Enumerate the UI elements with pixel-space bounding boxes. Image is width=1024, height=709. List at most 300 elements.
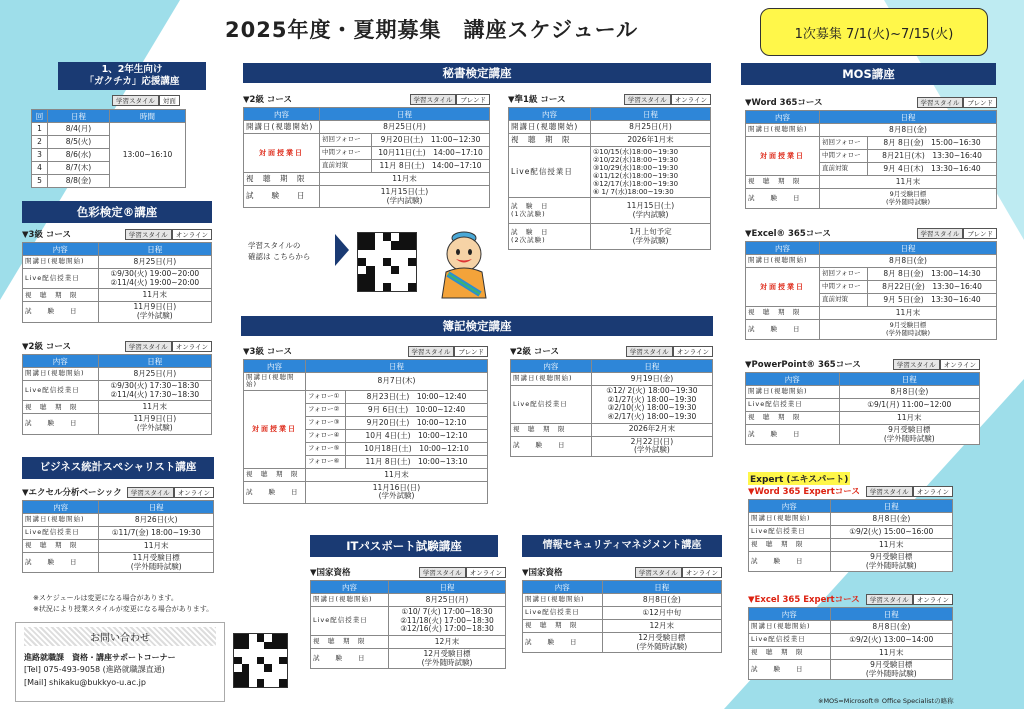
table-cell: フォロー③ [306,416,346,429]
table-row [746,425,980,445]
table-row [749,634,953,647]
table-cell: 9月受験目標 (学外随時試験) [830,552,952,572]
hisho-jun1-table [508,107,711,250]
column-header: 内容 [511,360,592,373]
style-tag: 学習スタイル [419,567,466,578]
table-cell: 試 験 日 [749,552,831,572]
arrow-right-icon [335,234,349,266]
table-cell: 11月末 [320,173,490,186]
table-cell: 9月受験目標 (学外随時試験) [820,320,997,340]
table-cell: 9月 4日(木) 13:30~16:40 [868,163,997,176]
table-cell: 試 験 日 [511,436,592,456]
mos-excel-section [745,227,997,340]
table-cell: 開講日(視聴開始) [511,373,592,386]
table-cell: 8/6(水) [48,149,110,162]
table-cell: 11月16日(日) (学外試験) [306,481,488,503]
table-cell: 初回フォロー [820,268,868,281]
table-cell: 11月末 [820,307,997,320]
schedule-table [748,607,953,680]
table-row [746,399,980,412]
table-cell: Live配信授業日 [749,634,831,647]
schedule-table [748,499,953,572]
table-cell: 視 聴 期 限 [244,173,320,186]
table-cell: フォロー④ [306,429,346,442]
table-cell: 11月9日(日) (学外試験) [98,414,211,434]
table-row [23,368,212,381]
table-cell: 11月15日(土) (学内試験) [320,186,490,208]
table-row [749,552,953,572]
table-cell: 11月末 [830,539,952,552]
table-row [749,660,953,680]
table-cell: 9月 6日(土) 10:00~12:40 [346,403,488,416]
table-cell: 視 聴 期 限 [746,307,820,320]
style-tag: オンライン [174,487,214,498]
column-header: 日程 [306,360,488,373]
mos-word-table [745,110,997,209]
table-cell: 開講日(視聴開始) [23,256,99,269]
hisho-2kyu-table [243,107,490,208]
column-header: 内容 [509,108,591,121]
style-tag: 学習スタイル [866,486,913,497]
table-cell: 11月 8日(土) 14:00~17:10 [372,160,490,173]
style-tag: オンライン [940,359,980,370]
boki-3kyu-section [243,345,488,504]
table-cell: ①9/2(火) 15:00~16:00 [830,526,952,539]
table-cell: Live配信授業日 [311,607,389,636]
table-cell: Live配信授業日 [509,147,591,198]
column-header: 日程 [839,373,979,386]
schedule-table [22,500,214,573]
table-cell: 試 験 日 [23,414,99,434]
it-header: ITパスポート試験講座 [310,535,498,557]
course-name: ▼国家資格 [310,568,351,578]
course-name: ▼2級 コース [510,347,559,357]
table-cell: Live配信授業日 [523,607,603,620]
table-cell: 初回フォロー [820,137,868,150]
table-cell: 11月末 [98,401,211,414]
sec-section [522,566,722,653]
style-tag: 学習スタイル [624,94,671,105]
table-cell: 試 験 日 (1次試験) [509,198,591,224]
table-row [23,256,212,269]
table-cell: ①12月中旬 [602,607,721,620]
table-cell: 1 [32,123,48,136]
table-cell: 初回フォロー [320,134,372,147]
table-cell: 試 験 日 [244,186,320,208]
table-cell: 11月末 [839,412,979,425]
gakuchika-tags [112,95,180,106]
table-cell: ①12/ 2(火) 18:00~19:30 ②1/27(火) 18:00~19:30 ③2/10(火) 18:00~19:30 ④2/17(火) 18:00~19:30 [591,386,712,424]
table-row [511,436,713,456]
contact-tel: [Tel] 075-493-9058 (進路就職課直通) [24,665,165,675]
table-row [23,540,214,553]
table-cell: 視 聴 期 限 [23,401,99,414]
table-cell: ①9/1(月) 11:00~12:00 [839,399,979,412]
table-cell: 11月末 [820,176,997,189]
table-cell: 8月25日(月) [389,594,506,607]
course-name: ▼3級 コース [243,347,292,357]
style-tag: 学習スタイル [127,487,174,498]
column-header: 日程 [591,360,712,373]
column-header: 日程 [389,581,506,594]
color-header: 色彩検定®講座 [22,201,212,223]
table-cell: ①10/ 7(火) 17:00~18:30 ②11/18(火) 17:00~18:30 ③12/16(火) 17:00~18:30 [389,607,506,636]
table-row [23,401,212,414]
column-header: 内容 [746,242,820,255]
table-cell: 試 験 日 [749,660,831,680]
table-cell: 8月25日(月) [98,256,211,269]
table-cell: 8月21日(木) 13:30~16:40 [868,150,997,163]
contact-org: 進路就職課 資格・講座サポートコーナー [24,653,176,662]
table-row [23,302,212,322]
table-cell: 8/8(金) [48,175,110,188]
schedule-table [510,359,713,457]
table-cell: 8月 8日(金) 15:00~16:30 [868,137,997,150]
course-name: ▼エクセル分析ベーシック [22,488,122,498]
style-tag: オンライン [913,594,953,605]
table-row [23,553,214,573]
table-cell: 8月 8日(金) 13:00~14:30 [868,268,997,281]
table-row [749,513,953,526]
style-tag: ブレンド [454,346,488,357]
table-row [23,381,212,401]
column-header: 内容 [749,608,831,621]
schedule-table [22,242,212,323]
table-cell: 13:00~16:10 [110,123,186,188]
table-row [523,594,722,607]
table-row [311,607,506,636]
notes: ※スケジュールは変更になる場合があります。 ※状況により授業スタイルが変更になる場合があります。 [33,594,214,613]
table-row [523,620,722,633]
table-row [749,621,953,634]
column-header: 日程 [98,243,211,256]
column-header: 日程 [820,111,997,124]
table-cell: 12月末 [602,620,721,633]
table-cell: 8月25日(月) [591,121,711,134]
style-tag: 学習スタイル [917,228,964,239]
table-cell: 視 聴 期 限 [311,635,389,648]
table-cell: フォロー② [306,403,346,416]
style-tag: 学習スタイル [410,94,457,105]
table-cell: 開講日(視聴開始) [749,513,831,526]
table-cell: 試 験 日 [23,302,99,322]
table-cell: 視 聴 期 限 [749,647,831,660]
table-cell: 11月受験目標 (学外随時試験) [99,553,214,573]
sec-header: 情報セキュリティマネジメント講座 [522,535,722,557]
column-header: 内容 [746,111,820,124]
table-cell: 8月25日(月) [320,121,490,134]
table-row [746,386,980,399]
table-cell: 直前対策 [820,294,868,307]
column-header: 内容 [244,360,306,373]
table-cell: 11月末 [99,540,214,553]
column-header: 時間 [110,110,186,123]
table-row [523,633,722,653]
table-cell: フォロー① [306,390,346,403]
course-name: ▼Word 365コース [745,98,823,108]
mos-header: MOS講座 [741,63,996,85]
table-cell: 11月9日(日) (学外試験) [98,302,211,322]
table-cell: ①9/30(火) 19:00~20:00 ②11/4(火) 19:00~20:00 [98,269,211,289]
table-cell: 開講日(視聴開始) [749,621,831,634]
column-header: 日程 [830,608,952,621]
table-row [511,386,713,424]
course-name: ▼3級 コース [22,230,71,240]
column-header: 日程 [320,108,490,121]
boki-2kyu-section [510,345,713,457]
table-cell: Live配信授業日 [746,399,840,412]
style-tag: 学習スタイル [635,567,682,578]
table-row [511,373,713,386]
table-row [311,635,506,648]
contact-box [15,622,225,702]
schedule-table [745,372,980,445]
table-cell: 8/4(月) [48,123,110,136]
column-header: 内容 [523,581,603,594]
schedule-table [310,580,506,669]
table-cell: ①10/15(水)18:00~19:30 ②10/22(水)18:00~19:30 ③10/29(水)18:00~19:30 ④11/12(水)18:00~19:30 ⑤12/17(水)18:00~19:30 ⑥ 1/ 7(水)18:00~19:30 [591,147,711,198]
table-cell: 11月末 [830,647,952,660]
table-cell: Live配信授業日 [23,527,99,540]
style-tag: オンライン [913,486,953,497]
column-header: 日程 [591,108,711,121]
table-cell: 開講日(視聴開始) [523,594,603,607]
table-cell: 5 [32,175,48,188]
style-tag: 学習スタイル [408,346,455,357]
table-cell: 視 聴 期 限 [523,620,603,633]
table-cell: 視 聴 期 限 [749,539,831,552]
column-header: 内容 [23,355,99,368]
style-tag: オンライン [682,567,722,578]
style-qr-code[interactable] [357,232,417,292]
table-cell: Live配信授業日 [23,381,99,401]
hisho-jun1-section [508,93,711,250]
course-name: ▼Word 365 Expertコース [748,487,860,497]
table-cell: 試 験 日 [311,648,389,668]
style-tag: 学習スタイル [866,594,913,605]
table-cell: 12月末 [389,635,506,648]
table-cell: 開講日(視聴開始) [244,373,306,391]
table-cell: 12月受験目標 (学外随時試験) [389,648,506,668]
table-cell: 視 聴 期 限 [511,423,592,436]
table-cell: 9月20日(土) 10:00~12:10 [346,416,488,429]
biz-section [22,486,214,573]
table-row [746,412,980,425]
column-header: 日程 [48,110,110,123]
table-cell: 開講日(視聴開始) [23,368,99,381]
column-header: 内容 [749,500,831,513]
column-header: 内容 [244,108,320,121]
table-cell: 9月受験目標 (学外随時試験) [839,425,979,445]
table-row [23,414,212,434]
style-tag: オンライン [466,567,506,578]
table-cell: 8月8日(金) [820,124,997,137]
table-cell: 8月8日(金) [820,255,997,268]
table-cell: ①9/2(火) 13:00~14:00 [830,634,952,647]
course-name: ▼PowerPoint® 365コース [745,360,861,370]
contact-heading: お問い合わせ [24,627,216,646]
table-cell: 試 験 日 (2次試験) [509,224,591,250]
boki-header: 簿記検定講座 [241,316,713,336]
hisho-header: 秘書検定講座 [243,63,711,83]
table-cell: 視 聴 期 限 [244,468,306,481]
table-row [23,269,212,289]
table-cell: 8/7(木) [48,162,110,175]
schedule-table [22,354,212,435]
table-cell: 開講日(視聴開始) [746,124,820,137]
table-cell: 対面授業日 [746,268,820,307]
column-header: 日程 [99,501,214,514]
table-cell: 開講日(視聴開始) [311,594,389,607]
table-cell: 試 験 日 [746,425,840,445]
table-cell: 8月22日(金) 13:30~16:40 [868,281,997,294]
table-row [749,647,953,660]
course-name: ▼準1級 コース [508,95,566,105]
table-cell: 中間フォロー [820,150,868,163]
table-cell: 10月 4日(土) 10:00~12:10 [346,429,488,442]
table-cell: Live配信授業日 [749,526,831,539]
table-row [311,648,506,668]
mos-ppt-section [745,358,980,445]
table-cell: 8月26日(火) [99,514,214,527]
table-cell: 試 験 日 [244,481,306,503]
course-name: ▼Excel 365 Expertコース [748,595,860,605]
table-cell: 対面授業日 [244,134,320,173]
style-tag: 学習スタイル [626,346,673,357]
it-section [310,566,506,669]
table-cell: 8月8日(金) [830,621,952,634]
mos-footnote: ※MOS=Microsoft® Office Specialistの略称 [818,697,954,705]
table-row [23,289,212,302]
column-header: 内容 [311,581,389,594]
mascot-image [432,228,496,300]
table-cell: 8月23日(土) 10:00~12:40 [346,390,488,403]
table-cell: Live配信授業日 [23,269,99,289]
table-cell: 11月 8日(土) 10:00~13:10 [346,455,488,468]
table-cell: Live配信授業日 [511,386,592,424]
table-cell: 開講日(視聴開始) [244,121,320,134]
table-row [32,123,186,136]
mos-word-section [745,96,997,209]
table-cell: 9月20日(土) 11:00~12:30 [372,134,490,147]
table-cell: 視 聴 期 限 [746,176,820,189]
course-name: ▼2級 コース [22,342,71,352]
column-header: 内容 [23,243,99,256]
table-cell: 直前対策 [320,160,372,173]
table-cell: 試 験 日 [23,553,99,573]
table-cell: ①9/30(火) 17:30~18:30 ②11/4(火) 17:30~18:30 [98,381,211,401]
table-row [311,594,506,607]
table-cell: 2026年1月末 [591,134,711,147]
table-cell: 3 [32,149,48,162]
table-cell: 8/5(火) [48,136,110,149]
column-header: 日程 [602,581,721,594]
column-header: 内容 [23,501,99,514]
table-cell: 直前対策 [820,163,868,176]
table-cell: 対面授業日 [746,137,820,176]
table-cell: 視 聴 期 限 [23,289,99,302]
column-header: 回 [32,110,48,123]
table-row [523,607,722,620]
column-header: 内容 [746,373,840,386]
table-cell: ①11/7(金) 18:00~19:30 [99,527,214,540]
table-cell: 視 聴 期 限 [509,134,591,147]
table-cell: 11月15日(土) (学内試験) [591,198,711,224]
table-cell: 11月末 [98,289,211,302]
expert-heading: Expert (エキスパート) [748,472,850,485]
table-cell: 開講日(視聴開始) [746,386,840,399]
color-3kyu-section [22,228,212,323]
color-2kyu-section [22,340,212,435]
table-cell: 対面授業日 [244,390,306,468]
table-cell: フォロー⑤ [306,442,346,455]
table-cell: 8月8日(金) [830,513,952,526]
face-tag: 対面 [159,95,180,106]
style-tag: オンライン [673,346,713,357]
table-cell: 開講日(視聴開始) [23,514,99,527]
table-cell: 9月 5日(金) 13:30~16:40 [868,294,997,307]
contact-mail[interactable]: [Mail] shikaku@bukkyo-u.ac.jp [24,677,146,687]
qr-guide-text: 学習スタイルの 確認は こちらから [248,241,311,262]
boki-3kyu-table [243,359,488,504]
table-cell: 視 聴 期 限 [23,540,99,553]
column-header: 日程 [820,242,997,255]
table-cell: 2 [32,136,48,149]
hisho-2kyu-section [243,93,490,208]
table-cell: 1月上旬予定 (学外試験) [591,224,711,250]
table-cell: 8月8日(金) [602,594,721,607]
style-tag: オンライン [172,229,212,240]
table-row [23,514,214,527]
style-tag: ブレンド [963,228,997,239]
course-name: ▼国家資格 [522,568,563,578]
table-cell: 開講日(視聴開始) [746,255,820,268]
column-header: 日程 [830,500,952,513]
style-tag: 学習スタイル [893,359,940,370]
course-name: ▼Excel® 365コース [745,229,831,239]
contact-qr-code[interactable] [233,633,288,688]
table-cell: 8月25日(月) [98,368,211,381]
style-tag: 学習スタイル [125,229,172,240]
mos-excel-table [745,241,997,340]
table-row [749,526,953,539]
table-cell: 視 聴 期 限 [746,412,840,425]
biz-header: ビジネス統計スペシャリスト講座 [22,457,214,479]
table-row [23,527,214,540]
table-cell: 12月受験目標 (学外随時試験) [602,633,721,653]
course-name: ▼2級 コース [243,95,292,105]
table-cell: 11月末 [306,468,488,481]
table-row [749,539,953,552]
style-tag: ブレンド [963,97,997,108]
style-tag: ブレンド [456,94,490,105]
table-cell: 2月22日(日) (学外試験) [591,436,712,456]
table-cell: 試 験 日 [746,320,820,340]
table-cell: 試 験 日 [746,189,820,209]
style-tag: 学習スタイル [112,95,159,106]
table-cell: 4 [32,162,48,175]
table-cell: 8月8日(金) [839,386,979,399]
table-cell: 中間フォロー [320,147,372,160]
table-cell: 9月受験目標 (学外随時試験) [820,189,997,209]
gakuchika-header: 1、2年生向け 「ガクチカ」応援講座 [58,62,206,90]
table-cell: 中間フォロー [820,281,868,294]
table-row [511,423,713,436]
schedule-table [522,580,722,653]
table-cell: 2026年2月末 [591,423,712,436]
table-cell: 9月19日(金) [591,373,712,386]
page-title: 2025年度・夏期募集 講座スケジュール [225,18,639,42]
